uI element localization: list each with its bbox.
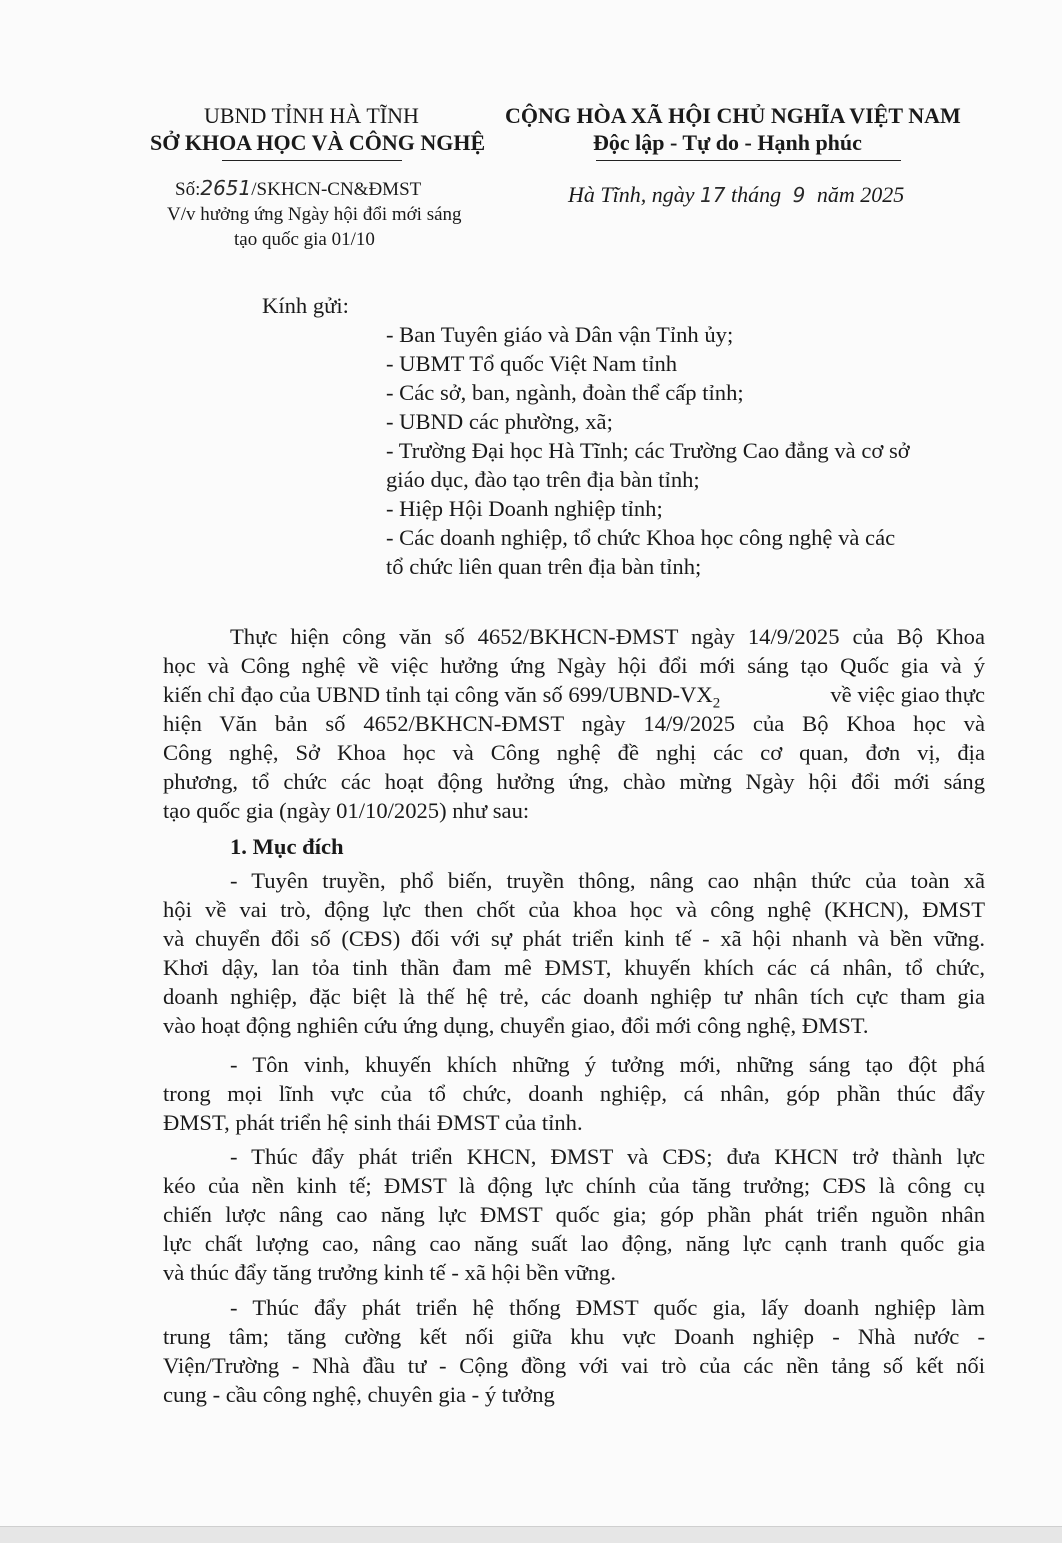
section-title: 1. Mục đích (230, 834, 344, 859)
para2-line: - Tôn vinh, khuyến khích những ý tưởng mới, những sáng tạo đột phá (230, 1052, 985, 1077)
nation-motto: Độc lập - Tự do - Hạnh phúc (593, 130, 862, 155)
nation-title: CỘNG HÒA XÃ HỘI CHỦ NGHĨA VIỆT NAM (505, 103, 961, 128)
intro-line: hiện Văn bản số 4652/BKHCN-ĐMST ngày 14/9/2025 của Bộ Khoa học và (163, 711, 985, 736)
intro-line: phương, tổ chức các hoạt động hưởng ứng, chào mừng Ngày hội đổi mới sáng (163, 769, 985, 794)
recipient-item: - Hiệp Hội Doanh nghiệp tỉnh; (386, 496, 663, 521)
place-date-month-label: tháng (730, 182, 782, 207)
document-number (175, 176, 421, 201)
agency-underline (222, 160, 402, 161)
doc-number-suffix: /SKHCN-CN&ĐMST (251, 179, 422, 200)
place-date-prefix: Hà Tĩnh, ngày (568, 182, 695, 207)
recipient-item: - Ban Tuyên giáo và Dân vận Tỉnh ủy; (386, 322, 734, 347)
day-handwritten: 17 (700, 183, 726, 207)
agency-name: SỞ KHOA HỌC VÀ CÔNG NGHỆ (150, 130, 486, 155)
doc-number-prefix: Số: (175, 179, 201, 200)
intro-line-3-text: kiến chỉ đạo của UBND tỉnh tại công văn số 699/UBND-VX (163, 682, 713, 707)
para4-line: - Thúc đẩy phát triển hệ thống ĐMST quốc gia, lấy doanh nghiệp làm (230, 1295, 985, 1320)
intro-line: Công nghệ, Sở Khoa học và Công nghệ đề nghị các cơ quan, đơn vị, địa (163, 740, 985, 765)
month-handwritten: 9 (792, 183, 806, 207)
recipient-item: - UBMT Tổ quốc Việt Nam tỉnh (386, 351, 678, 376)
para3-line: - Thúc đẩy phát triển KHCN, ĐMST và CĐS; đưa KHCN trở thành lực (230, 1144, 985, 1169)
intro-line: tạo quốc gia (ngày 01/10/2025) như sau: (163, 798, 530, 823)
motto-underline (596, 160, 901, 161)
doc-number-handwritten: 2651 (200, 176, 252, 200)
para3-line: lực chất lượng cao, nâng cao năng suất lao động, năng lực cạnh tranh quốc gia (163, 1231, 985, 1256)
para1-line: vào hoạt động nghiên cứu ứng dụng, chuyển giao, đổi mới công nghệ, ĐMST. (163, 1013, 869, 1038)
intro-line: Thực hiện công văn số 4652/BKHCN-ĐMST ngày 14/9/2025 của Bộ Khoa (230, 624, 985, 649)
para2-line: ĐMST, phát triển hệ sinh thái ĐMST của tỉnh. (163, 1110, 583, 1135)
recipient-item: - Các sở, ban, ngành, đoàn thể cấp tỉnh; (386, 380, 744, 405)
bottom-bar (0, 1526, 1062, 1543)
recipient-item: - Các doanh nghiệp, tổ chức Khoa học công nghệ và các (386, 525, 896, 550)
agency-parent: UBND TỈNH HÀ TĨNH (204, 103, 419, 128)
para1-line: và chuyển đổi số (CĐS) đối với sự phát triển kinh tế - xã hội nhanh và bền vững. (163, 926, 985, 951)
recipient-item: - UBND các phường, xã; (386, 409, 613, 434)
para4-line: cung - cầu công nghệ, chuyên gia - ý tưởng (163, 1382, 555, 1407)
para1-line: Khơi dậy, lan tỏa tinh thần đam mê ĐMST, khuyến khích các cá nhân, tổ chức, (163, 955, 985, 980)
place-date (568, 182, 904, 208)
para1-line: - Tuyên truyền, phổ biến, truyền thông, nâng cao nhận thức của toàn xã (230, 868, 985, 893)
subject-line-1: V/v hưởng ứng Ngày hội đổi mới sáng (167, 204, 462, 225)
intro-line: học và Công nghệ về việc hưởng ứng Ngày hội đổi mới sáng tạo Quốc gia và ý (163, 653, 985, 678)
para4-line: Viện/Trường - Nhà đầu tư - Cộng đồng với vai trò của các nền tảng số kết nối (163, 1353, 985, 1378)
para3-line: chiến lược nâng cao năng lực ĐMST quốc gia; góp phần phát triển nguồn nhân (163, 1202, 985, 1227)
para1-line: hội về vai trò, động lực then chốt của khoa học và công nghệ (KHCN), ĐMST (163, 897, 985, 922)
recipient-item: giáo dục, đào tạo trên địa bàn tỉnh; (386, 467, 700, 492)
salutation: Kính gửi: (262, 293, 349, 318)
intro-line-3-tail: về việc giao thực (830, 682, 985, 707)
place-date-year: năm 2025 (816, 182, 905, 207)
recipient-item: - Trường Đại học Hà Tĩnh; các Trường Cao đẳng và cơ sở (386, 438, 910, 463)
para3-line: và thúc đẩy tăng trưởng kinh tế - xã hội bền vững. (163, 1260, 617, 1285)
intro-subscript: 2 (712, 695, 721, 712)
para1-line: doanh nghiệp, đặc biệt là thế hệ trẻ, các doanh nghiệp tư nhân tích cực tham gia (163, 984, 985, 1009)
para3-line: kéo của nền kinh tế; ĐMST là động lực chính của tăng trưởng; CĐS là công cụ (163, 1173, 985, 1198)
intro-line-3 (163, 682, 985, 713)
para2-line: trong mọi lĩnh vực của tổ chức, doanh nghiệp, cá nhân, góp phần thúc đẩy (163, 1081, 985, 1106)
para4-line: trung tâm; tăng cường kết nối giữa khu vực Doanh nghiệp - Nhà nước - (163, 1324, 985, 1349)
subject-line-2: tạo quốc gia 01/10 (234, 229, 375, 250)
recipient-item: tổ chức liên quan trên địa bàn tỉnh; (386, 554, 702, 579)
intro-line-3-main (163, 682, 720, 713)
